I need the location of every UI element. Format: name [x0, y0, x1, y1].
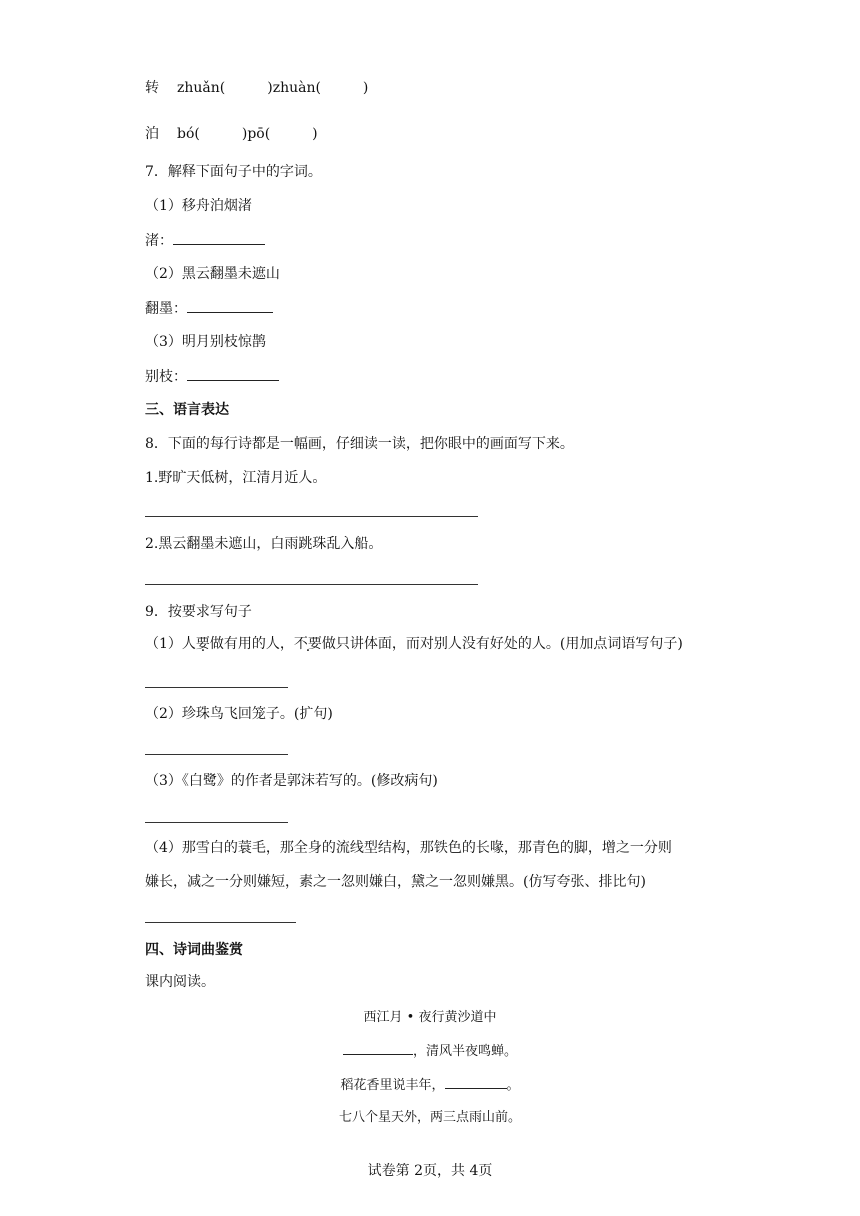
q8-poem-line-2: 2.黑云翻墨未遮山，白雨跳珠乱入船。 — [145, 536, 383, 552]
q9-s1-post: 做只讲体面，而对别人没有好处的人。(用加点词语写句子) — [321, 636, 683, 652]
q9-s1-mid: 做有用的人， — [209, 636, 294, 652]
poem-line-1 — [0, 1040, 860, 1062]
answer-line[interactable] — [145, 687, 288, 688]
dotted-word-2: 不要 — [293, 636, 322, 652]
char-bo: 泊 — [145, 126, 159, 142]
q7-answer-1 — [145, 230, 265, 251]
q7-answer-3 — [145, 366, 279, 387]
answer-line[interactable] — [145, 754, 288, 755]
question-7-title: 7．解释下面句子中的字词。 — [145, 164, 322, 180]
q9-sentence-1 — [145, 634, 683, 654]
q7-word-2: 翻墨： — [145, 301, 187, 317]
q9-sentence-4-line-2: 嫌长，减之一分则嫌短，素之一忽则嫌白，黛之一忽则嫌黑。(仿写夸张、排比句) — [145, 874, 646, 890]
q8-poem-line-1: 1.野旷天低树，江清月近人。 — [145, 470, 327, 486]
pinyin-zhuan: zhuǎn( )zhuàn( ) — [177, 80, 369, 96]
q7-sentence-3: （3）明月别枝惊鹊 — [145, 334, 266, 350]
answer-line[interactable] — [145, 922, 296, 923]
q9-sentence-3: （3）《白鹭》的作者是郭沫若写的。(修改病句) — [145, 773, 438, 789]
answer-line[interactable] — [145, 822, 288, 823]
q7-answer-2 — [145, 298, 273, 319]
pinyin-row-zhuan — [145, 78, 368, 98]
answer-line[interactable] — [145, 584, 478, 585]
section-4-title: 四、诗词曲鉴赏 — [145, 942, 243, 958]
poem-blank-2[interactable] — [445, 1074, 507, 1089]
q9-sentence-2: （2）珍珠鸟飞回笼子。(扩句) — [145, 706, 333, 722]
poem-line-2-text: 稻花香里说丰年， — [340, 1078, 445, 1093]
answer-blank[interactable] — [187, 366, 279, 381]
poem-line-1-text: ，清风半夜鸣蝉。 — [412, 1044, 517, 1059]
reading-intro: 课内阅读。 — [145, 974, 215, 990]
q7-sentence-2: （2）黑云翻墨未遮山 — [145, 266, 280, 282]
poem-blank-1[interactable] — [343, 1040, 413, 1055]
answer-blank[interactable] — [173, 230, 265, 245]
q9-s1-pre: （1）人 — [145, 636, 196, 652]
poem-line-2 — [0, 1074, 860, 1096]
page-footer: 试卷第 2页，共 4页 — [367, 1163, 493, 1179]
q7-word-1: 渚： — [145, 233, 173, 249]
q9-sentence-4-line-1: （4）那雪白的蓑毛，那全身的流线型结构，那铁色的长喙，那青色的脚，增之一分则 — [145, 840, 672, 856]
char-zhuan: 转 — [145, 80, 159, 96]
poem-title: 西江月 • 夜行黄沙道中 — [363, 1010, 497, 1025]
section-3-title: 三、语言表达 — [145, 402, 229, 418]
q7-sentence-1: （1）移舟泊烟渚 — [145, 198, 252, 214]
answer-line[interactable] — [145, 516, 478, 517]
pinyin-bo: bó( )pō( ) — [177, 126, 318, 142]
poem-line-3: 七八个星天外，两三点雨山前。 — [338, 1110, 521, 1125]
answer-blank[interactable] — [187, 298, 273, 313]
dotted-word-1: 要 — [195, 636, 210, 652]
q7-word-3: 别枝： — [145, 369, 187, 385]
pinyin-row-bo — [145, 124, 318, 144]
question-8-title: 8．下面的每行诗都是一幅画，仔细读一读，把你眼中的画面写下来。 — [145, 436, 574, 452]
question-9-title: 9．按要求写句子 — [145, 604, 252, 620]
poem-line-2-end: 。 — [506, 1078, 520, 1093]
